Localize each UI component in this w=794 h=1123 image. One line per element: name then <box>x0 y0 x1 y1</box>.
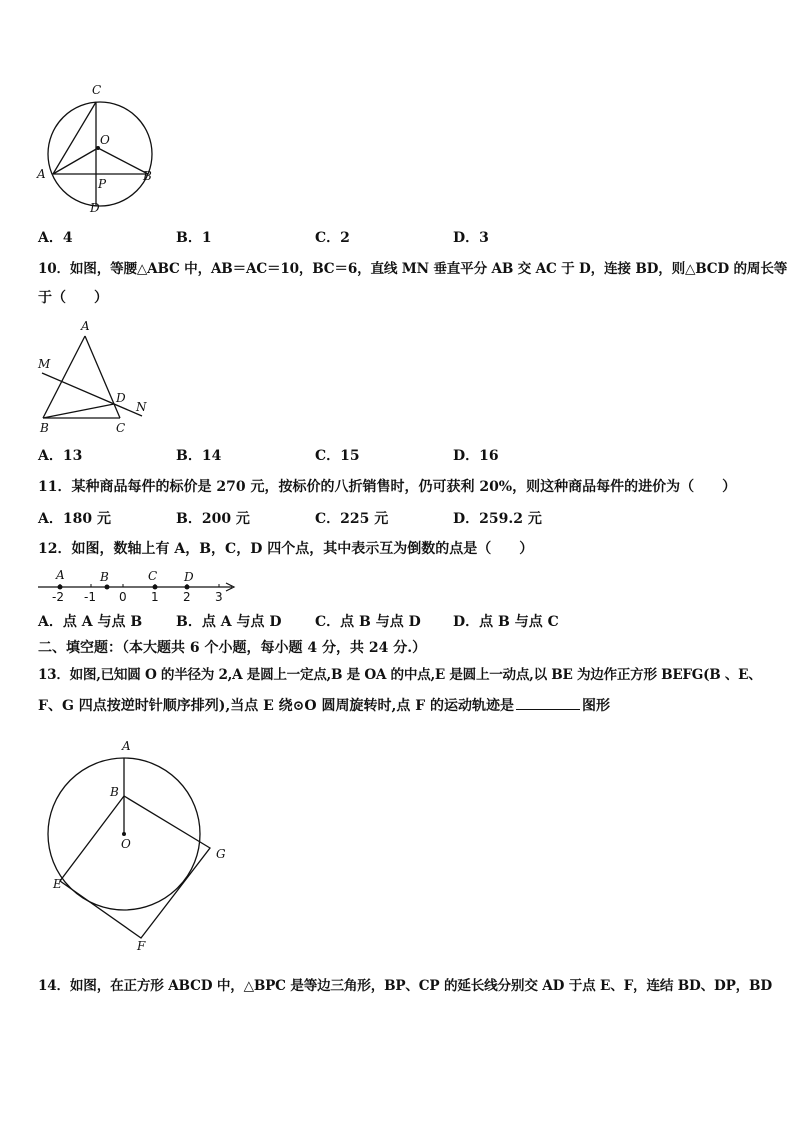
label-n: N <box>136 400 147 414</box>
segment-ao <box>53 148 98 174</box>
label-c: C <box>92 83 102 97</box>
q10-question-line2: 于（ ） <box>38 290 108 306</box>
q12-option-d: D．点 B 与点 C <box>453 614 559 630</box>
q11-option-c: C．225 元 <box>315 511 389 527</box>
q12-option-b: B．点 A 与点 D <box>176 614 282 630</box>
label-a: A <box>37 167 46 181</box>
tick-label: 0 <box>119 590 127 604</box>
label-m: M <box>38 357 51 371</box>
label-o: O <box>100 133 110 147</box>
segment-bd <box>43 404 114 418</box>
label-d: D <box>90 201 100 215</box>
tick-label: 2 <box>183 590 191 604</box>
q10-option-c: C．15 <box>315 448 360 464</box>
q9-option-d: D．3 <box>453 230 489 246</box>
label-p: P <box>98 177 107 191</box>
q12-question: 12．如图，数轴上有 A，B，C，D 四个点，其中表示互为倒数的点是（ ） <box>38 541 534 557</box>
q10-option-d: D．16 <box>453 448 499 464</box>
center-dot <box>122 832 126 836</box>
q11-question: 11．某种商品每件的标价是 270 元，按标价的八折销售时，仍可获利 20%，则这种商品每件的进价为（ ） <box>38 479 737 495</box>
triangle-figure-q10 <box>30 318 160 438</box>
circle-square-figure-q13 <box>40 736 240 956</box>
answer-blank[interactable] <box>516 695 580 710</box>
point-label-c: C <box>148 569 158 583</box>
q12-option-c: C．点 B 与点 D <box>315 614 421 630</box>
q10-option-a: A．13 <box>38 448 83 464</box>
label-a: A <box>81 319 90 333</box>
q9-option-a: A．4 <box>38 230 73 246</box>
label-o: O <box>121 837 131 851</box>
q13-line2-end: 图形 <box>582 698 611 714</box>
circle-figure-q9 <box>30 78 160 218</box>
point-a <box>58 585 63 590</box>
q11-option-d: D．259.2 元 <box>453 511 542 527</box>
side-ab <box>43 336 85 418</box>
point-label-b: B <box>100 570 109 584</box>
tick-label: -1 <box>84 590 96 604</box>
label-f: F <box>137 939 146 953</box>
tick-label: 1 <box>151 590 159 604</box>
label-b: B <box>110 785 119 799</box>
label-e: E <box>53 877 62 891</box>
q9-option-b: B．1 <box>176 230 212 246</box>
point-label-a: A <box>56 568 65 582</box>
label-a: A <box>122 739 131 753</box>
square-befg <box>60 796 210 938</box>
q13-question-line1: 13．如图,已知圆 O 的半径为 2,A 是圆上一定点,B 是 OA 的中点,E 是圆上一动点,以 BE 为边作正方形 BEFG(B 、E、 <box>38 667 762 683</box>
point-b <box>105 585 110 590</box>
label-d: D <box>116 391 126 405</box>
point-label-d: D <box>184 570 194 584</box>
q11-option-b: B．200 元 <box>176 511 250 527</box>
label-b: B <box>143 169 152 183</box>
q11-option-a: A．180 元 <box>38 511 111 527</box>
label-c: C <box>116 421 126 435</box>
line-mn <box>42 373 142 416</box>
section-title: 二、填空题：（本大题共 6 个小题，每小题 4 分，共 24 分.） <box>38 640 427 656</box>
q10-option-b: B．14 <box>176 448 222 464</box>
q14-question: 14．如图，在正方形 ABCD 中，△BPC 是等边三角形，BP、CP 的延长线分别交 AD 于点 E、F，连结 BD、DP，BD <box>38 978 772 994</box>
q12-option-a: A．点 A 与点 B <box>38 614 143 630</box>
chord-ca <box>53 102 96 174</box>
tick-label: -2 <box>52 590 64 604</box>
q13-question-line2 <box>38 695 610 716</box>
q13-line2-text: F、G 四点按逆时针顺序排列),当点 E 绕⊙O 圆周旋转时,点 F 的运动轨迹是 <box>38 698 515 714</box>
label-g: G <box>216 847 226 861</box>
label-b: B <box>40 421 49 435</box>
tick-label: 3 <box>215 590 223 604</box>
q9-option-c: C．2 <box>315 230 350 246</box>
point-d <box>185 585 190 590</box>
number-line-q12 <box>36 566 256 606</box>
segment-ob <box>98 148 148 174</box>
point-c <box>153 585 158 590</box>
q10-question-line1: 10．如图，等腰△ABC 中，AB＝AC＝10，BC＝6，直线 MN 垂直平分 AB 交 AC 于 D，连接 BD，则△BCD 的周长等 <box>38 261 788 277</box>
